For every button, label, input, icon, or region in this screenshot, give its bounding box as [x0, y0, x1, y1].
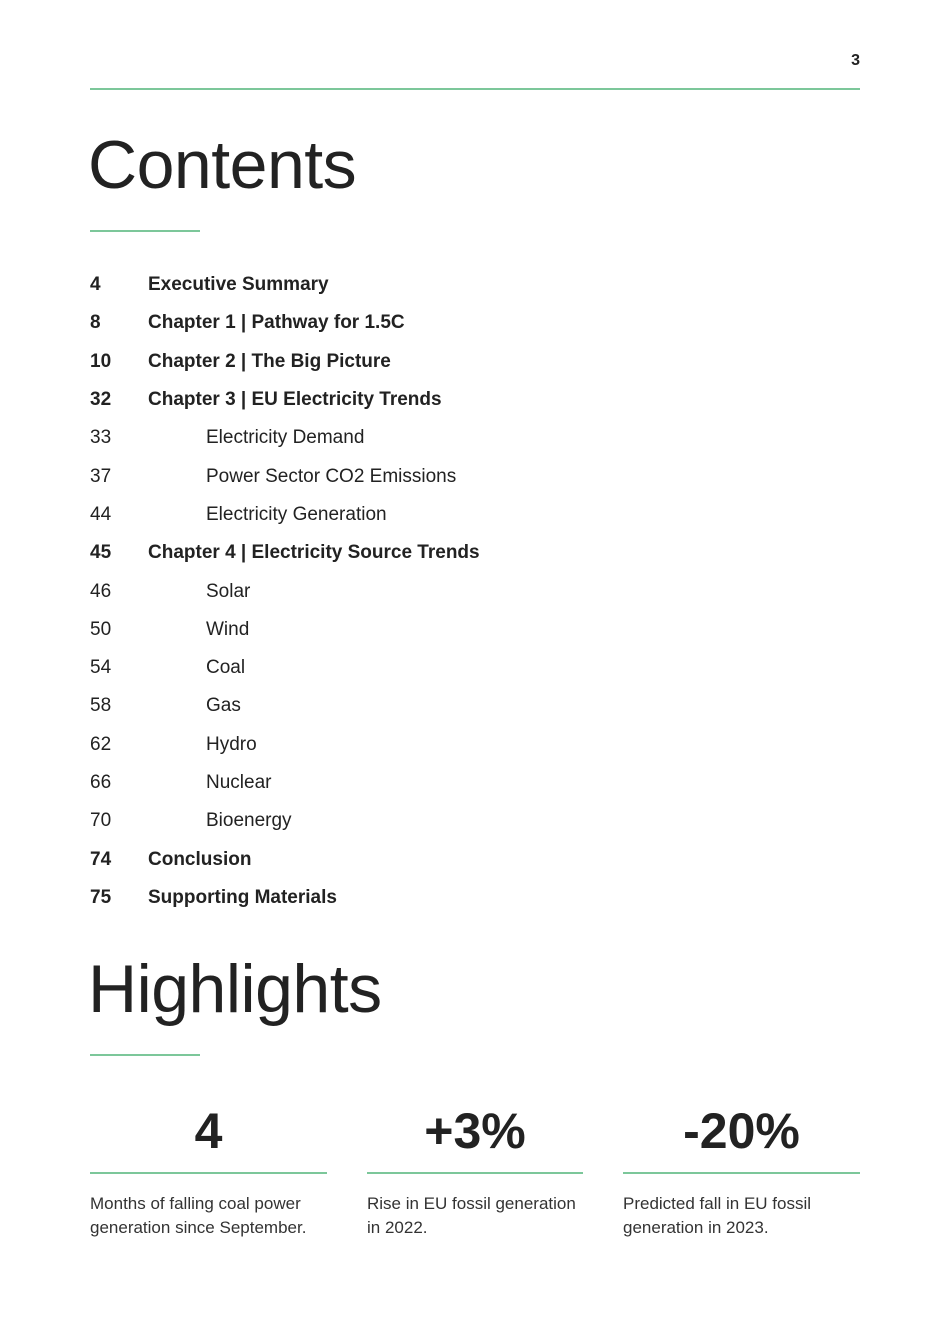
- highlights-title-underline: [90, 1054, 200, 1056]
- toc-label: Executive Summary: [148, 274, 329, 296]
- toc-entry[interactable]: [90, 266, 690, 304]
- highlight-divider: [90, 1172, 327, 1174]
- toc-entry[interactable]: [90, 802, 690, 840]
- toc-label: Chapter 2 | The Big Picture: [148, 350, 391, 372]
- highlight-description: Rise in EU fossil generation in 2022.: [367, 1194, 576, 1237]
- toc-page-number: 32: [90, 389, 112, 411]
- toc-entry[interactable]: [90, 534, 690, 572]
- toc-entry[interactable]: [90, 572, 690, 610]
- table-of-contents: [90, 266, 690, 917]
- toc-entry[interactable]: [90, 496, 690, 534]
- highlight-value: +3%: [424, 1103, 526, 1159]
- toc-page-number: 74: [90, 848, 112, 870]
- toc-label: Chapter 3 | EU Electricity Trends: [148, 389, 442, 411]
- toc-page-number: 62: [90, 733, 112, 755]
- toc-entry[interactable]: [90, 343, 690, 381]
- toc-label: Wind: [206, 618, 250, 640]
- toc-page-number: 58: [90, 695, 112, 717]
- toc-entry[interactable]: [90, 840, 690, 878]
- toc-entry[interactable]: [90, 764, 690, 802]
- toc-label: Conclusion: [148, 848, 252, 870]
- highlights-title: Highlights: [88, 951, 382, 1027]
- page-number: 3: [851, 52, 860, 69]
- highlight-value: -20%: [683, 1103, 800, 1159]
- toc-label: Power Sector CO2 Emissions: [206, 465, 457, 487]
- top-divider: [90, 88, 860, 90]
- toc-label: Bioenergy: [206, 810, 292, 832]
- toc-entry[interactable]: [90, 381, 690, 419]
- toc-entry[interactable]: [90, 687, 690, 725]
- toc-page-number: 66: [90, 772, 112, 793]
- toc-page-number: 4: [90, 274, 101, 296]
- toc-entry[interactable]: [90, 304, 690, 342]
- toc-label: Chapter 4 | Electricity Source Trends: [148, 542, 480, 564]
- toc-label: Hydro: [206, 733, 257, 755]
- contents-title: Contents: [88, 127, 357, 203]
- toc-entry[interactable]: [90, 726, 690, 764]
- toc-page-number: 10: [90, 350, 112, 372]
- toc-page-number: 70: [90, 810, 112, 832]
- highlight-description: Months of falling coal power generation since September.: [90, 1194, 307, 1237]
- highlight-card-fossil-fall: [623, 1098, 860, 1240]
- toc-page-number: 50: [90, 618, 112, 640]
- toc-label: Nuclear: [206, 772, 272, 793]
- toc-entry[interactable]: [90, 611, 690, 649]
- contents-title-underline: [90, 230, 200, 232]
- toc-label: Electricity Generation: [206, 503, 387, 525]
- toc-page-number: 33: [90, 427, 112, 449]
- highlights-row: [90, 1098, 860, 1240]
- highlight-card-coal-months: [90, 1098, 327, 1240]
- toc-label: Gas: [206, 695, 241, 717]
- toc-page-number: 8: [90, 312, 101, 334]
- toc-entry[interactable]: [90, 649, 690, 687]
- toc-label: Solar: [206, 580, 251, 602]
- highlight-card-fossil-rise: [367, 1098, 583, 1240]
- toc-label: Supporting Materials: [148, 886, 337, 908]
- toc-page-number: 37: [90, 465, 112, 487]
- highlight-value: 4: [194, 1103, 223, 1159]
- toc-entry[interactable]: [90, 457, 690, 495]
- toc-entry[interactable]: [90, 879, 690, 917]
- toc-page-number: 46: [90, 580, 112, 602]
- highlight-description: Predicted fall in EU fossil generation in 2023.: [623, 1194, 812, 1237]
- toc-label: Chapter 1 | Pathway for 1.5C: [148, 312, 405, 334]
- toc-entry[interactable]: [90, 419, 690, 457]
- highlight-divider: [623, 1172, 860, 1174]
- toc-label: Coal: [206, 657, 246, 679]
- toc-page-number: 45: [90, 542, 112, 564]
- toc-label: Electricity Demand: [206, 427, 365, 449]
- highlight-divider: [367, 1172, 583, 1174]
- toc-page-number: 54: [90, 657, 112, 679]
- toc-page-number: 75: [90, 886, 112, 908]
- toc-page-number: 44: [90, 503, 112, 525]
